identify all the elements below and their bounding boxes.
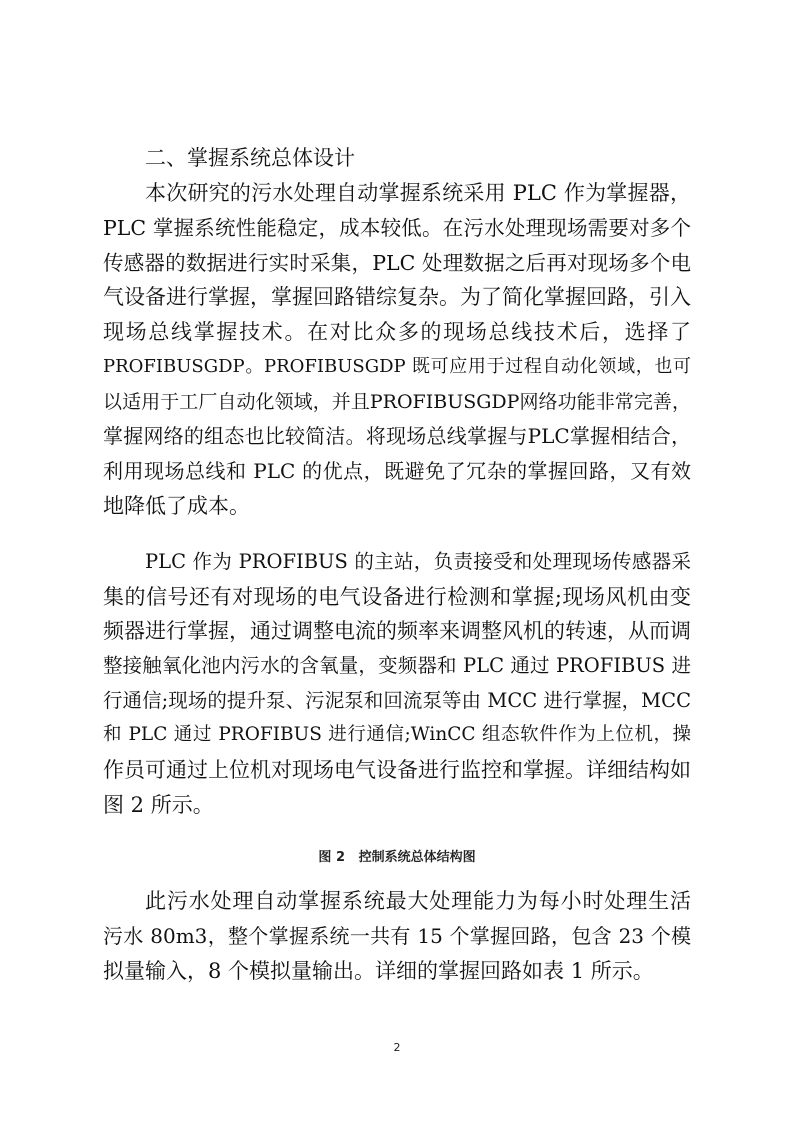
paragraph-1-line-4: 气设备进行掌握，掌握回路错综复杂。为了简化掌握回路，引入 (103, 285, 691, 309)
paragraph-1-line-9: 利用现场总线和 PLC 的优点，既避免了冗杂的掌握回路，又有效 (103, 459, 691, 483)
paragraph-2-line-1: PLC 作为 PROFIBUS 的主站，负责接受和处理现场传感器采 (145, 550, 691, 573)
paragraph-2-line-4: 整接触氧化池内污水的含氧量，变频器和 PLC 通过 PROFIBUS 进 (103, 654, 691, 677)
paragraph-1-line-3: 传感器的数据进行实时采集，PLC 处理数据之后再对现场多个电 (103, 251, 691, 275)
paragraph-1-line-2: PLC 掌握系统性能稳定，成本较低。在污水处理现场需要对多个 (103, 216, 691, 240)
paragraph-1-line-1: 本次研究的污水处理自动掌握系统采用 PLC 作为掌握器， (145, 181, 691, 205)
figure-caption: 图 2 控制系统总体结构图 (318, 850, 476, 865)
paragraph-1-line-7: 以适用于工厂自动化领域，并且PROFIBUSGDP网络功能非常完善， (103, 391, 691, 413)
paragraph-2-line-6: 和 PLC 通过 PROFIBUS 进行通信;WinCC 组态软件作为上位机，操 (103, 724, 691, 745)
paragraph-3-line-3: 拟量输入，8 个模拟量输出。详细的掌握回路如表 1 所示。 (103, 959, 654, 983)
paragraph-2-line-8: 图 2 所示。 (103, 793, 214, 817)
paragraph-2-line-2: 集的信号还有对现场的电气设备进行检测和掌握;现场风机由变 (103, 585, 691, 609)
paragraph-1-line-6: PROFIBUSGDP。PROFIBUSGDP 既可应用于过程自动化领域，也可 (103, 356, 691, 377)
section-heading: 二、掌握系统总体设计 (145, 146, 355, 170)
page-number: 2 (393, 1041, 401, 1054)
paragraph-2-line-7: 作员可通过上位机对现场电气设备进行监控和掌握。详细结构如 (103, 758, 691, 782)
paragraph-2-line-3: 频器进行掌握，通过调整电流的频率来调整风机的转速，从而调 (103, 619, 691, 643)
paragraph-1-line-8: 掌握网络的组态也比较简洁。将现场总线掌握与PLC掌握相结合， (103, 424, 691, 448)
paragraph-1-line-5: 现场总线掌握技术。在对比众多的现场总线技术后，选择了 (103, 320, 691, 344)
paragraph-2-line-5: 行通信;现场的提升泵、污泥泵和回流泵等由 MCC 进行掌握，MCC (103, 689, 691, 712)
paragraph-3-line-2: 污水 80m3，整个掌握系统一共有 15 个掌握回路，包含 23 个模 (103, 924, 691, 948)
paragraph-3-line-1: 此污水处理自动掌握系统最大处理能力为每小时处理生活 (145, 889, 691, 913)
paragraph-1-line-10: 地降低了成本。 (103, 494, 250, 518)
